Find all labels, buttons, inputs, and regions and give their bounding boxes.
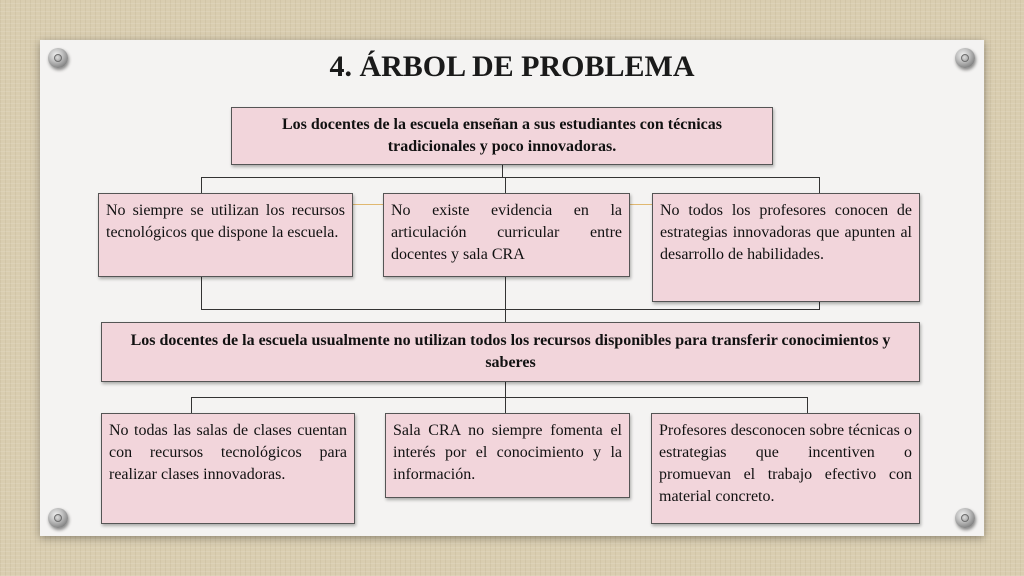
- connector: [201, 177, 820, 178]
- core-problem-box: [101, 322, 920, 382]
- pin-bottom-right: [955, 508, 975, 528]
- connector: [505, 382, 506, 397]
- subcause-box: [651, 413, 920, 524]
- connector: [502, 165, 503, 177]
- accent-line: [630, 204, 652, 205]
- slide-title: 4. ÁRBOL DE PROBLEMA: [329, 50, 695, 83]
- subcause-box: [101, 413, 355, 524]
- connector: [505, 397, 506, 413]
- cause-box: [98, 193, 353, 277]
- connector: [807, 397, 808, 413]
- core-problem-text: Los docentes de la escuela usualmente no utilizan todos los recursos disponibles para transferir conocimientos y saberes: [130, 332, 891, 371]
- cause-text: No todos los profesores conocen de estrategias innovadoras que apunten al desarrollo de habilidades.: [660, 202, 912, 263]
- subcause-text: Profesores desconocen sobre técnicas o estrategias que incentiven o promuevan el trabajo efectivo con material concreto.: [659, 422, 912, 505]
- pin-bottom-left: [48, 508, 68, 528]
- cause-box: [652, 193, 920, 302]
- connector: [505, 276, 506, 322]
- subcause-text: No todas las salas de clases cuentan con recursos tecnológicos para realizar clases innovadoras.: [109, 422, 347, 483]
- connector: [201, 309, 820, 310]
- cause-text: No siempre se utilizan los recursos tecnológicos que dispone la escuela.: [106, 202, 345, 241]
- connector: [505, 177, 506, 194]
- connector: [819, 177, 820, 194]
- accent-line: [353, 204, 383, 205]
- subcause-text: Sala CRA no siempre fomenta el interés por el conocimiento y la información.: [393, 422, 622, 483]
- connector: [201, 177, 202, 194]
- top-problem-text: Los docentes de la escuela enseñan a sus estudiantes con técnicas tradicionales y poco innovadoras.: [281, 116, 722, 155]
- connector: [191, 397, 192, 413]
- cause-box: [383, 193, 630, 277]
- connector: [819, 302, 820, 309]
- top-problem-box: [231, 107, 773, 165]
- cause-text: No existe evidencia en la articulación curricular entre docentes y sala CRA: [391, 202, 622, 263]
- connector: [201, 276, 202, 309]
- connector: [191, 397, 808, 398]
- subcause-box: [385, 413, 630, 498]
